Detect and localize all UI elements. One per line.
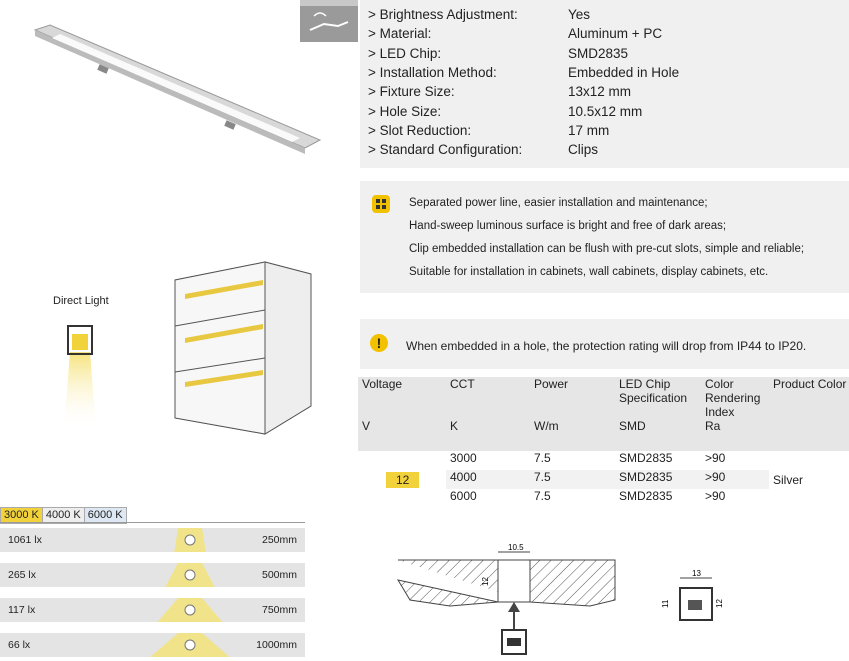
fixture-cross-section (660, 568, 730, 628)
feature-line: Clip embedded installation can be flush with pre-cut slots, simple and reliable; (409, 243, 805, 255)
spec-label: > Material: (368, 26, 432, 42)
tab-4000k[interactable]: 4000 K (42, 507, 85, 524)
spec-row (368, 24, 662, 43)
lux-row (0, 528, 305, 552)
cell-chip: SMD2835 (619, 489, 673, 503)
spec-label: > LED Chip: (368, 45, 442, 61)
cell-cct: 4000 (450, 470, 477, 484)
spec-value: 10.5x12 mm (568, 103, 643, 119)
spec-row (368, 63, 679, 82)
unit-smd: SMD (619, 419, 646, 433)
spec-row (368, 44, 628, 63)
spec-value: 17 mm (568, 122, 610, 138)
col-cct: CCT (450, 377, 475, 391)
spec-row (368, 5, 590, 24)
lux-value: 117 lx (8, 604, 36, 616)
spec-value: Yes (568, 7, 591, 22)
features-grid-icon (372, 195, 390, 213)
col-cri: Color Rendering Index (705, 377, 761, 419)
spec-label: > Slot Reduction: (368, 122, 472, 138)
spec-value: SMD2835 (568, 45, 629, 61)
spec-label: > Fixture Size: (368, 84, 455, 100)
cell-power: 7.5 (534, 451, 551, 465)
lux-row (0, 563, 305, 587)
hole-height-label: 12 (481, 577, 490, 586)
direct-light-icon (62, 322, 98, 432)
fixture-width-label: 13 (692, 569, 701, 578)
distance-value: 250mm (261, 534, 297, 546)
fixture-height-left-label: 11 (661, 599, 670, 608)
feature-line: Separated power line, easier installation and maintenance; (409, 197, 708, 209)
spec-value: 13x12 mm (568, 84, 632, 100)
spec-value: Embedded in Hole (568, 64, 680, 80)
spec-label: > Hole Size: (368, 103, 442, 119)
fixture-height-right-label: 12 (715, 599, 724, 608)
hole-section-diagram (390, 540, 620, 661)
unit-ra: Ra (705, 419, 721, 433)
light-beam-icon (0, 598, 305, 622)
feature-line: Hand-sweep luminous surface is bright and free of dark areas; (409, 220, 727, 232)
cell-cri: >90 (705, 470, 726, 484)
light-beam-icon (0, 563, 305, 587)
spec-row (368, 121, 609, 140)
cell-chip: SMD2835 (619, 470, 673, 484)
spec-row (368, 82, 631, 101)
light-beam-icon (0, 528, 305, 552)
lux-value: 66 lx (8, 639, 31, 651)
voltage-badge: 12 (386, 472, 419, 488)
cell-color: Silver (773, 472, 804, 487)
spec-row (368, 140, 598, 159)
spec-label: > Brightness Adjustment: (368, 7, 518, 22)
cell-power: 7.5 (534, 489, 551, 503)
tab-6000k[interactable]: 6000 K (84, 507, 127, 524)
hole-width-label: 10.5 (508, 543, 524, 552)
cabinet-illustration (165, 258, 315, 440)
distance-value: 750mm (261, 604, 297, 616)
cell-cct: 3000 (450, 451, 477, 465)
cell-power: 7.5 (534, 470, 551, 484)
distance-value: 1000mm (256, 639, 297, 651)
spec-row (368, 102, 642, 121)
hand-sweep-sensor-icon (300, 0, 358, 42)
spec-label: > Installation Method: (368, 64, 497, 80)
unit-wm: W/m (534, 419, 559, 433)
col-color: Product Color (773, 377, 847, 391)
lux-value: 265 lx (8, 569, 37, 581)
lux-value: 1061 lx (8, 534, 42, 546)
spec-value: Aluminum + PC (568, 26, 663, 42)
cct-tabs (0, 507, 126, 522)
feature-line: Suitable for installation in cabinets, wall cabinets, display cabinets, etc. (409, 266, 769, 278)
cell-cri: >90 (705, 489, 726, 503)
unit-k: K (450, 419, 459, 433)
cell-cct: 6000 (450, 489, 477, 503)
col-power: Power (534, 377, 569, 391)
unit-v: V (362, 419, 371, 433)
spec-value: Clips (568, 142, 599, 158)
cell-chip: SMD2835 (619, 451, 673, 465)
col-chip: LED Chip Specification (619, 377, 688, 405)
spec-table (358, 377, 849, 508)
led-bar-product-image (30, 20, 330, 160)
warning-exclamation-icon: ! (370, 334, 388, 352)
tab-3000k[interactable]: 3000 K (0, 507, 43, 524)
cell-cri: >90 (705, 451, 726, 465)
lux-row (0, 633, 305, 657)
lux-row (0, 598, 305, 622)
distance-value: 500mm (261, 569, 297, 581)
protection-note: When embedded in a hole, the protection rating will drop from IP44 to IP20. (406, 339, 807, 353)
direct-light-label: Direct Light (53, 295, 109, 307)
spec-label: > Standard Configuration: (368, 142, 523, 158)
col-voltage: Voltage (362, 377, 403, 391)
